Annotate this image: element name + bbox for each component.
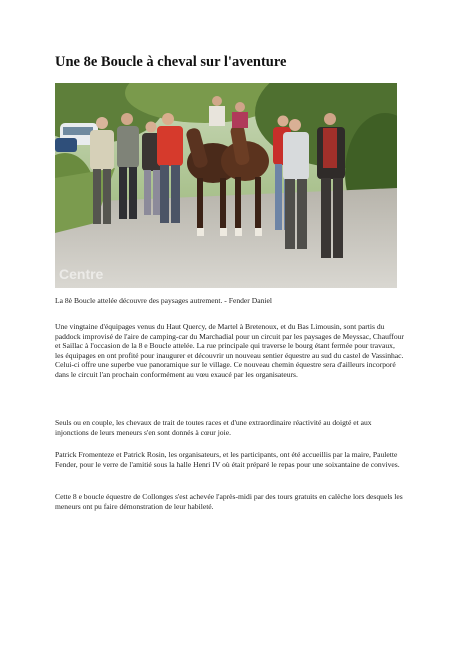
article-paragraph-3: Patrick Fromenteze et Patrick Rosin, les organisateurs, et les participants, ont été accueillis par la maire, Paulette Fender, pour le verre de l'amitié sous la halle Henri IV où était préparé le repas pour une soixantaine de convives. [55,450,400,469]
article-paragraph-4: Cette 8 e boucle équestre de Collonges s'est achevée l'après-midi par des tours gratuits en calèche lors desquels les meneurs ont pu faire démonstration de leur habileté. [55,492,403,511]
article-paragraph-2: Seuls ou en couple, les chevaux de trait de toutes races et d'une extraordinaire réactivité au doigté et aux injonctions de leurs meneurs s'en sont donnés à cœur joie. [55,418,372,437]
photo-watermark: Centre [59,266,104,282]
article-photo [55,83,397,288]
article-paragraph-1: Une vingtaine d'équipages venus du Haut Quercy, de Martel à Bretenoux, et du Bas Limousin, sont partis du paddock improvisé de l'aire de camping-car du Marchadial pour un circuit par les paysages de Meyssac, Chauffour et Saillac à l'occasion de la 8 e Boucle attelée. La rue principale qui traverse le bourg étant fermée pour travaux, les équipages en ont profité pour inaugurer et découvrir un nouveau sentier équestre au sud du castel de Vassinhac. Celui-ci offre une superbe vue panoramique sur le village. Ce nouveau chemin équestre sera d'ailleurs incorporé dans le circuit l'an prochain conformément au vœu exaucé par les organisateurs. [55,322,404,379]
photo-caption: La 8è Boucle attelée découvre des paysages autrement. - Fender Daniel [55,296,272,305]
article-title: Une 8e Boucle à cheval sur l'aventure [55,54,287,70]
